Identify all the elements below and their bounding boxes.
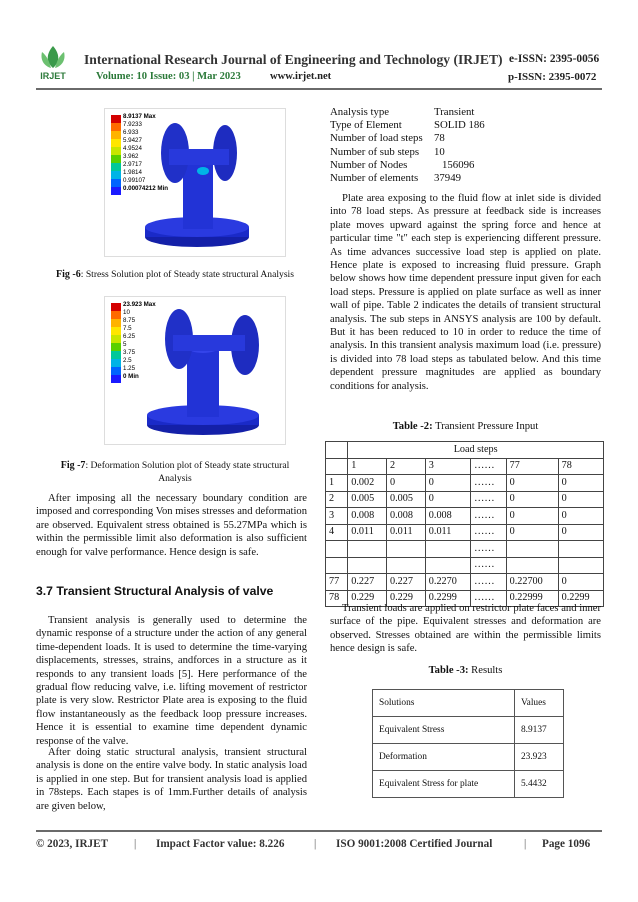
table-cell: 0.011 [348, 524, 387, 541]
table-cell: 0.005 [348, 491, 387, 508]
table-cell [326, 557, 348, 574]
table-cell: 0.008 [387, 508, 426, 525]
analysis-detail-row [330, 106, 530, 119]
table-cell: 2 [326, 491, 348, 508]
table-cell: 0 [506, 524, 558, 541]
table-cell: 0 [558, 491, 603, 508]
table-cell: …… [471, 574, 506, 591]
legend-value: 8.9137 Max [123, 113, 156, 120]
legend-value: 10 [123, 309, 130, 316]
detail-key: Number of load steps [330, 132, 423, 145]
legend-value: 6.25 [123, 333, 136, 340]
table-cell: 4 [326, 524, 348, 541]
table-column-header: 3 [425, 458, 470, 475]
table-column-header: Values [514, 690, 563, 717]
legend-value: 3.75 [123, 349, 136, 356]
table-cell: …… [471, 557, 506, 574]
table-cell [348, 541, 387, 558]
right-paragraph-1: Plate area exposing to the fluid flow at inlet side is divided into 78 load steps. As pressure at feedback side is increases plate moves upward against the spring force and hence at particular time "t" each step is experiencing different pressure. As time advances successive load step is applied on plate. Hence plate is exposed to increasing fluid pressure. Graph below shows how time dependent pressure input given for each load steps. Pressure is applied on plate surface as well as inner wall of pipe. Table 2 indicates the details of transient structural analysis. The sub steps in ANSYS analysis are 100 by default. But it has been reduced to 10 in order to reduce the time of analysis. In this transient analysis maximum load (i.e. pressure) is divided into 78 load steps as tabulated below. And this time dependent pressure magnitudes are applied as boundary conditions for analysis. [330, 193, 601, 392]
pissn: p-ISSN: 2395-0072 [508, 71, 597, 83]
footer-copyright: © 2023, IRJET [36, 838, 109, 850]
table-cell: 0.002 [348, 475, 387, 492]
legend-value: 5.9427 [123, 137, 142, 144]
logo-text: IRJET [40, 71, 66, 81]
analysis-detail-row [330, 146, 530, 159]
table-cell: 0.011 [387, 524, 426, 541]
table-cell: 0.227 [387, 574, 426, 591]
table-3-caption [330, 665, 601, 676]
detail-value: 78 [434, 132, 445, 145]
detail-key: Number of sub steps [330, 145, 420, 158]
table-cell: 0 [558, 475, 603, 492]
table-cell: 0 [425, 491, 470, 508]
table-row [373, 744, 564, 771]
table-cell: 0.22700 [506, 574, 558, 591]
table-cell: 0.229 [387, 590, 426, 607]
legend-value: 8.75 [123, 317, 136, 324]
table-row [326, 541, 604, 558]
table-cell: 78 [326, 590, 348, 607]
table-cell: 0 [506, 475, 558, 492]
table-cell [558, 541, 603, 558]
table-column-header [326, 458, 348, 475]
figure-7-deformation-plot [104, 296, 286, 445]
table-3-label: Table -3: [428, 665, 469, 676]
table-cell: 0 [425, 475, 470, 492]
table-cell: 0 [506, 491, 558, 508]
table-row [326, 557, 604, 574]
table-2-label: Table -2: [392, 421, 433, 432]
table-cell: 0.005 [387, 491, 426, 508]
table-cell: 77 [326, 574, 348, 591]
table-cell: 8.9137 [514, 717, 563, 744]
detail-key: Analysis type [330, 106, 390, 118]
table-cell: 23.923 [514, 744, 563, 771]
table-cell [387, 541, 426, 558]
table-header-row [326, 442, 604, 459]
detail-key: Type of Element [330, 119, 402, 132]
table-row [326, 491, 604, 508]
table-cell: 0.011 [425, 524, 470, 541]
table-3-caption-text: Results [468, 665, 503, 676]
table-cell: 0 [558, 574, 603, 591]
legend-value: 23.923 Max [123, 301, 156, 308]
table-column-header: 1 [348, 458, 387, 475]
legend-value: 0 Min [123, 373, 139, 380]
table-column-header-row [326, 458, 604, 475]
table-cell: Equivalent Stress for plate [373, 771, 515, 798]
table-cell [387, 557, 426, 574]
table-cell: 0.2299 [558, 590, 603, 607]
table-cell: 5.4432 [514, 771, 563, 798]
legend-color-bar [111, 303, 121, 383]
footer-impact-factor: Impact Factor value: 8.226 [156, 838, 285, 850]
table-row [373, 771, 564, 798]
table-2-caption [330, 421, 601, 432]
legend-value: 2.9717 [123, 161, 142, 168]
table-cell: Equivalent Stress [373, 717, 515, 744]
eissn: e-ISSN: 2395-0056 [509, 53, 600, 65]
footer-rule [36, 830, 602, 832]
footer-separator: | [314, 838, 317, 850]
figure-7-caption [36, 459, 314, 485]
footer-iso: ISO 9001:2008 Certified Journal [336, 838, 493, 850]
figure-6-label: Fig -6 [56, 269, 81, 280]
figure-6-caption [36, 268, 314, 281]
footer-separator: | [134, 838, 137, 850]
table-group-header: Load steps [348, 442, 604, 459]
table-cell: 3 [326, 508, 348, 525]
table-cell [326, 541, 348, 558]
table-2-caption-text: Transient Pressure Input [432, 421, 539, 432]
table-cell: …… [471, 590, 506, 607]
figure-7-caption-line2: Analysis [158, 473, 192, 484]
left-paragraph-1: After imposing all the necessary boundary condition are imposed and corresponding Von mises stresses and deformation are observed. Equivalent stress obtained is 55.27MPa which is within the permissible limit also deformation is also sufficient enough for valve performance. Hence design is safe. [36, 493, 307, 558]
detail-value: SOLID 186 [434, 119, 485, 132]
header-rule [36, 88, 602, 90]
legend-value: 4.9524 [123, 145, 142, 152]
table-cell [425, 541, 470, 558]
legend-value: 0.00074212 Min [123, 185, 169, 192]
journal-title: International Research Journal of Engineering and Technology (IRJET) [84, 52, 503, 67]
section-heading-3-7: 3.7 Transient Structural Analysis of valve [36, 584, 274, 598]
analysis-detail-row [330, 132, 530, 145]
table-row [373, 717, 564, 744]
legend-value: 5 [123, 341, 127, 348]
table-cell: 0.229 [348, 590, 387, 607]
table-column-header: 2 [387, 458, 426, 475]
left-paragraph-2: Transient analysis is generally used to determine the dynamic response of a structure under the action of any general time-dependent loads. It is used to determine the time-varying displacements, stresses, strains, andforces in a structure as it responds to any transient loads [5]. Here performance of the gradual flow reducing valve, i.e. lifting movement of restrictor plate is very slow. Restrictor Plate area is exposing to the fluid flow instantaneously as the feedback loop pressure increases. Hence it is essential to examine time dependent dynamic response of the valve. [36, 615, 307, 747]
right-paragraph-2: Transient loads are applied on restrictor plate faces and inner surface of the pipe. Equivalent stresses and deformation are observed. Stresses obtained are within the permissible limits hence design is safe. [330, 603, 601, 655]
table-cell: …… [471, 508, 506, 525]
table-3-results [372, 689, 564, 798]
table-cell: 0 [558, 508, 603, 525]
table-column-header: 77 [506, 458, 558, 475]
table-cell [348, 557, 387, 574]
table-cell: 1 [326, 475, 348, 492]
legend-value: 6.933 [123, 129, 139, 136]
figure-7-label: Fig -7 [60, 460, 86, 471]
table-cell: …… [471, 524, 506, 541]
table-cell: …… [471, 491, 506, 508]
table-cell: 0 [558, 524, 603, 541]
analysis-detail-row [330, 119, 530, 132]
detail-value: Transient [434, 106, 475, 118]
legend-value: 1.25 [123, 365, 136, 372]
table-cell: …… [471, 541, 506, 558]
table-cell: 0.227 [348, 574, 387, 591]
footer-separator: | [524, 838, 527, 850]
legend-value: 2.5 [123, 357, 132, 364]
table-cell: 0 [387, 475, 426, 492]
table-cell: 0.008 [425, 508, 470, 525]
table-row [326, 524, 604, 541]
detail-key: Number of elements [330, 172, 419, 185]
table-cell: …… [471, 475, 506, 492]
detail-key: Number of Nodes [330, 158, 408, 171]
detail-value: 156096 [442, 158, 475, 171]
detail-value: 37949 [434, 172, 461, 185]
table-column-header: 78 [558, 458, 603, 475]
table-column-header: …… [471, 458, 506, 475]
legend-value: 3.962 [123, 153, 139, 160]
table-column-header-row [373, 690, 564, 717]
table-row [326, 508, 604, 525]
table-cell [558, 557, 603, 574]
table-cell: 0.2270 [425, 574, 470, 591]
table-row [326, 475, 604, 492]
table-column-header: Solutions [373, 690, 515, 717]
analysis-details [330, 106, 530, 185]
legend-value: 0.99107 [123, 177, 146, 184]
table-cell [506, 557, 558, 574]
table-cell: Deformation [373, 744, 515, 771]
table-cell [506, 541, 558, 558]
table-cell: 0.22999 [506, 590, 558, 607]
detail-value: 10 [434, 145, 445, 158]
analysis-detail-row [330, 159, 530, 172]
table-row [326, 574, 604, 591]
legend-color-bar [111, 115, 121, 195]
figure-6-stress-plot [104, 108, 286, 257]
table-cell: 0.2299 [425, 590, 470, 607]
volume-issue: Volume: 10 Issue: 03 | Mar 2023 [96, 71, 241, 82]
valve-model [147, 309, 259, 435]
table-cell [425, 557, 470, 574]
left-paragraph-3: After doing static structural analysis, transient structural analysis is done on the entire valve body. In static analysis load is applied in one step. But for transient analysis load is applied in 78steps. Each stapes is of 1mm.Further details of analysis are given below, [36, 747, 307, 812]
footer-page-number: Page 1096 [542, 838, 591, 850]
legend-value: 7.5 [123, 325, 132, 332]
table-cell: 0 [506, 508, 558, 525]
table-2-transient-pressure [325, 441, 604, 607]
table-cell: 0.008 [348, 508, 387, 525]
figure-7-caption-text: : Deformation Solution plot of Steady state structural [85, 460, 290, 471]
table-cell [326, 442, 348, 459]
journal-website-link[interactable]: www.irjet.net [270, 71, 332, 82]
journal-logo [36, 44, 70, 82]
legend-value: 7.9233 [123, 121, 142, 128]
legend-value: 1.9814 [123, 169, 142, 176]
analysis-detail-row [330, 172, 530, 185]
figure-6-caption-text: : Stress Solution plot of Steady state structural Analysis [80, 269, 294, 280]
